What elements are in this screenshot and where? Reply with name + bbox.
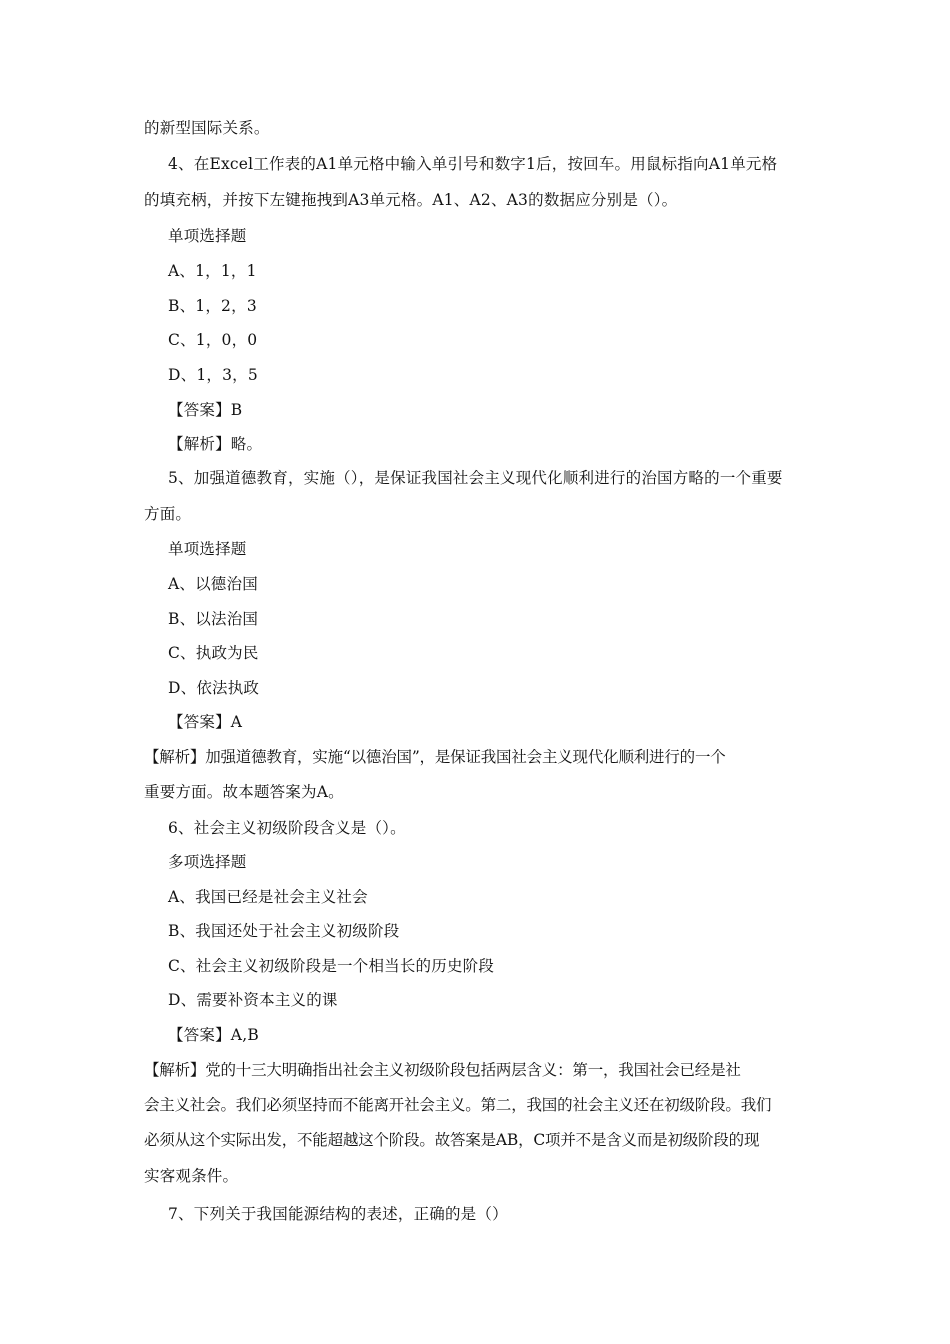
answer-line: 【答案】A: [168, 713, 243, 731]
option-b: B、以法治国: [168, 610, 259, 628]
option-c: C、执政为民: [168, 644, 259, 662]
option-d: D、1，3，5: [168, 366, 258, 384]
question-4-stem-cont: 的填充柄，并按下左键拖拽到A3单元格。A1、A2、A3的数据应分别是（）。: [144, 191, 678, 209]
option-a: A、以德治国: [168, 575, 258, 593]
question-type-label: 多项选择题: [168, 853, 247, 871]
option-d: D、需要补资本主义的课: [168, 991, 338, 1009]
option-a: A、我国已经是社会主义社会: [168, 888, 368, 906]
option-c: C、1，0，0: [168, 331, 258, 349]
question-7-stem: 7、下列关于我国能源结构的表述，正确的是（）: [168, 1205, 508, 1223]
analysis-line-cont: 会主义社会。我们必须坚持而不能离开社会主义。第二，我国的社会主义还在初级阶段。我们: [144, 1096, 772, 1114]
question-type-label: 单项选择题: [168, 540, 247, 558]
analysis-line-cont: 实客观条件。: [144, 1167, 239, 1185]
question-5-stem: 5、加强道德教育，实施（），是保证我国社会主义现代化顺利进行的治国方略的一个重要: [168, 469, 783, 487]
option-d: D、依法执政: [168, 679, 260, 697]
analysis-line: 【解析】略。: [168, 435, 263, 453]
text-line: 的新型国际关系。: [144, 119, 270, 137]
question-type-label: 单项选择题: [168, 227, 247, 245]
option-c: C、社会主义初级阶段是一个相当长的历史阶段: [168, 957, 495, 975]
answer-line: 【答案】B: [168, 401, 243, 419]
question-6-stem: 6、社会主义初级阶段含义是（）。: [168, 819, 406, 837]
question-5-stem-cont: 方面。: [144, 505, 192, 523]
analysis-line-cont: 重要方面。故本题答案为A。: [144, 783, 344, 801]
analysis-line-cont: 必须从这个实际出发，不能超越这个阶段。故答案是AB，C项并不是含义而是初级阶段的现: [144, 1131, 760, 1149]
option-a: A、1，1，1: [168, 262, 257, 280]
analysis-line: 【解析】加强道德教育，实施“以德治国”，是保证我国社会主义现代化顺利进行的一个: [144, 748, 726, 766]
answer-line: 【答案】A,B: [168, 1026, 259, 1044]
analysis-line: 【解析】党的十三大明确指出社会主义初级阶段包括两层含义：第一，我国社会已经是社: [144, 1061, 741, 1079]
option-b: B、1，2，3: [168, 297, 257, 315]
option-b: B、我国还处于社会主义初级阶段: [168, 922, 400, 940]
question-4-stem: 4、在Excel工作表的A1单元格中输入单引号和数字1后，按回车。用鼠标指向A1单元格: [168, 155, 778, 173]
